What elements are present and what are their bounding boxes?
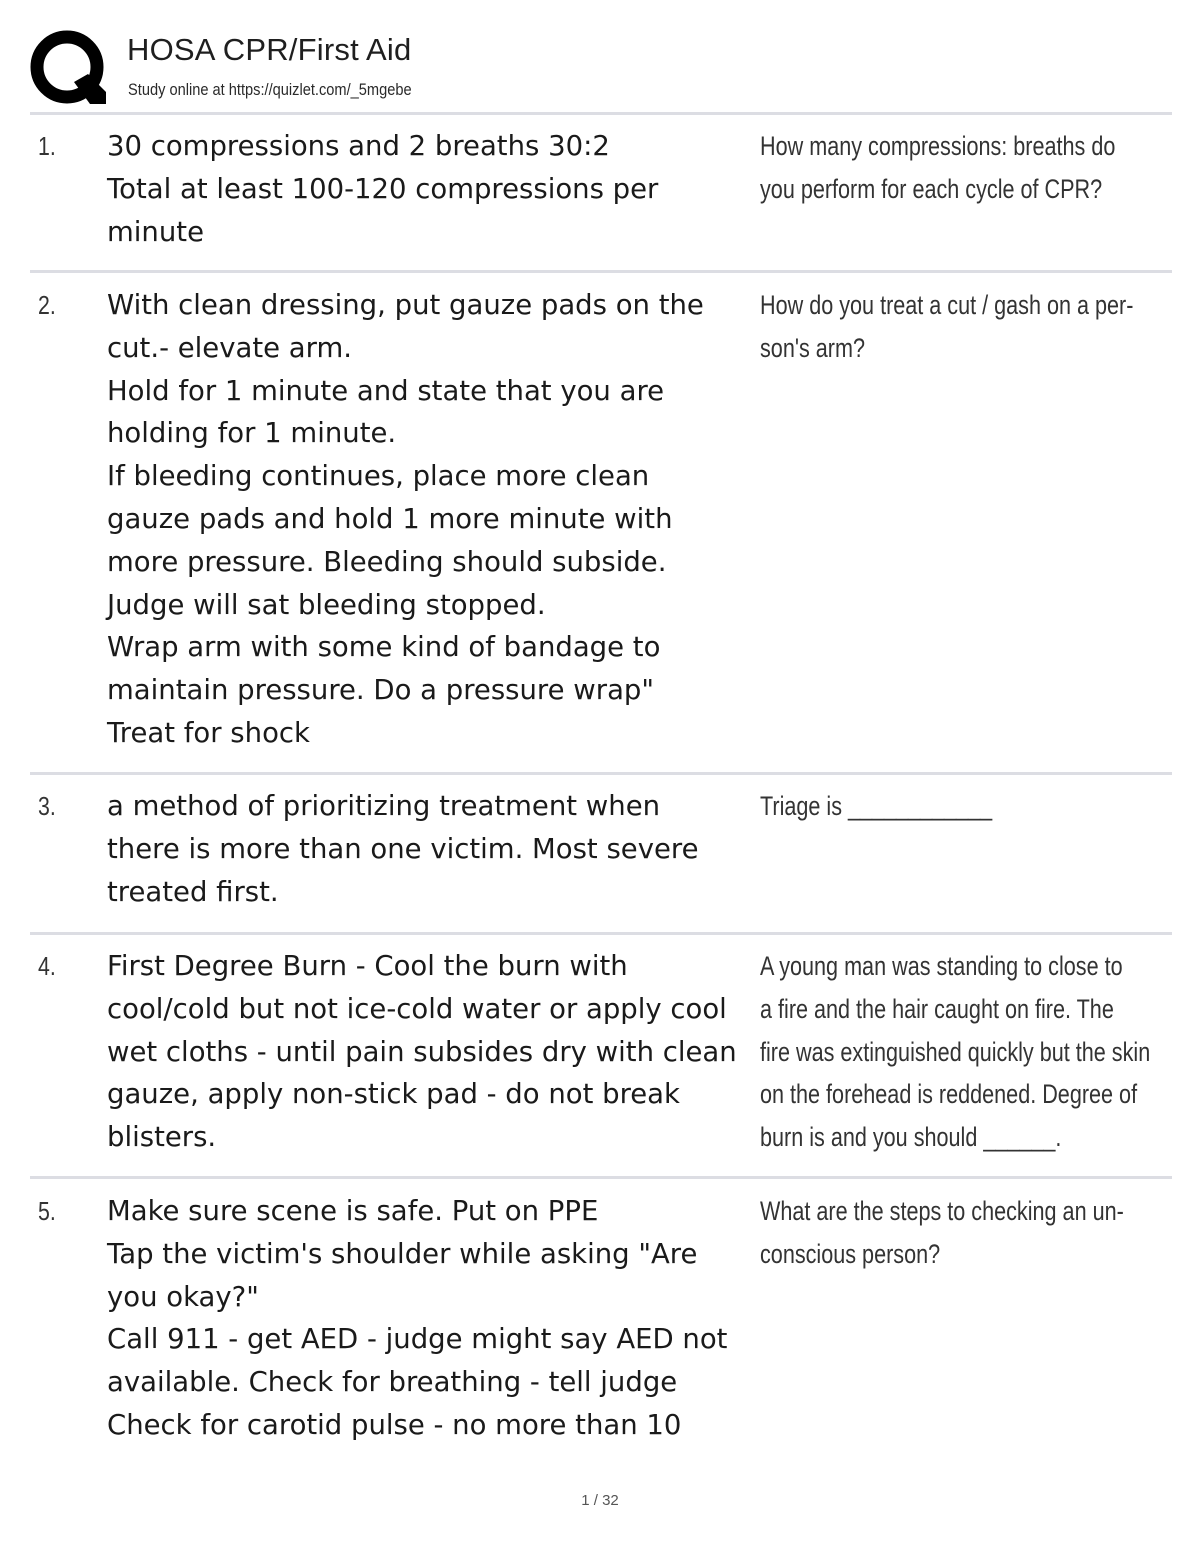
card-question bbox=[760, 785, 1136, 828]
question-line: conscious person? bbox=[760, 1238, 941, 1269]
answer-line: available. Check for breathing - tell judge bbox=[107, 1366, 678, 1399]
answer-line: If bleeding continues, place more clean bbox=[107, 460, 650, 493]
question-line: you perform for each cycle of CPR? bbox=[760, 173, 1103, 204]
question-line: fire was extinguished quickly but the skin bbox=[760, 1036, 1151, 1067]
quizlet-logo-icon bbox=[30, 30, 108, 108]
divider bbox=[30, 772, 1172, 775]
page-number: 1 / 32 bbox=[581, 1492, 619, 1509]
answer-line: Tap the victim's shoulder while asking "Are bbox=[107, 1237, 698, 1270]
answer-line: a method of prioritizing treatment when bbox=[107, 790, 661, 822]
document-title: HOSA CPR/First Aid bbox=[127, 32, 412, 67]
card-question bbox=[760, 945, 1151, 1159]
answer-line: gauze, apply non-stick pad - do not break bbox=[107, 1078, 680, 1111]
answer-line: more pressure. Bleeding should subside. bbox=[107, 545, 667, 578]
question-line: Triage is ____________ bbox=[760, 791, 993, 821]
divider bbox=[30, 112, 1172, 115]
answer-line: treated first. bbox=[107, 875, 279, 908]
card-answer bbox=[107, 785, 762, 913]
answer-line: First Degree Burn - Cool the burn with bbox=[107, 950, 628, 982]
card-number: 3. bbox=[38, 791, 56, 821]
answer-line: cool/cold but not ice-cold water or apply cool bbox=[107, 992, 727, 1025]
answer-line: holding for 1 minute. bbox=[107, 417, 397, 450]
answer-line: Total at least 100-120 compressions per bbox=[107, 172, 659, 205]
answer-line: maintain pressure. Do a pressure wrap" bbox=[107, 674, 655, 707]
card-number: 5. bbox=[38, 1196, 56, 1226]
study-online-link[interactable]: Study online at https://quizlet.com/_5mgebe bbox=[128, 80, 412, 99]
question-line: on the forehead is reddened. Degree of bbox=[760, 1079, 1138, 1110]
answer-line: gauze pads and hold 1 more minute with bbox=[107, 502, 673, 535]
divider bbox=[30, 932, 1172, 935]
question-line: burn is and you should ______. bbox=[760, 1122, 1062, 1153]
answer-line: Wrap arm with some kind of bandage to bbox=[107, 631, 661, 664]
card-number: 1. bbox=[38, 131, 56, 161]
answer-line: 30 compressions and 2 breaths 30:2 bbox=[107, 130, 610, 162]
answer-line: Check for carotid pulse - no more than 10 bbox=[107, 1408, 682, 1441]
card-question bbox=[760, 1190, 1136, 1276]
question-line: a fire and the hair caught on fire. The bbox=[760, 993, 1114, 1024]
card-question bbox=[760, 284, 1136, 370]
card-answer bbox=[107, 945, 762, 1159]
question-line: How many compressions: breaths do bbox=[760, 131, 1116, 161]
answer-line: Hold for 1 minute and state that you are bbox=[107, 374, 665, 407]
question-line: A young man was standing to close to bbox=[760, 951, 1123, 981]
answer-line: Treat for shock bbox=[107, 716, 310, 749]
answer-line: Judge will sat bleeding stopped. bbox=[107, 588, 546, 621]
card-number: 4. bbox=[38, 951, 56, 981]
answer-line: there is more than one victim. Most severe bbox=[107, 832, 699, 865]
answer-line: Make sure scene is safe. Put on PPE bbox=[107, 1195, 599, 1227]
question-line: What are the steps to checking an un- bbox=[760, 1196, 1124, 1226]
question-line: son's arm? bbox=[760, 332, 865, 363]
card-answer bbox=[107, 284, 762, 755]
answer-line: cut.- elevate arm. bbox=[107, 331, 352, 364]
card-answer bbox=[107, 1190, 762, 1447]
answer-line: you okay?" bbox=[107, 1280, 259, 1313]
answer-line: With clean dressing, put gauze pads on the bbox=[107, 289, 704, 321]
answer-line: wet cloths - until pain subsides dry with clean bbox=[107, 1035, 737, 1068]
answer-line: Call 911 - get AED - judge might say AED not bbox=[107, 1323, 728, 1356]
card-question bbox=[760, 125, 1136, 211]
divider bbox=[30, 1176, 1172, 1179]
card-answer bbox=[107, 125, 762, 253]
page-header bbox=[30, 30, 1172, 110]
divider bbox=[30, 270, 1172, 273]
answer-line: minute bbox=[107, 215, 204, 248]
question-line: How do you treat a cut / gash on a per- bbox=[760, 290, 1134, 320]
card-number: 2. bbox=[38, 290, 56, 320]
answer-line: blisters. bbox=[107, 1121, 217, 1154]
